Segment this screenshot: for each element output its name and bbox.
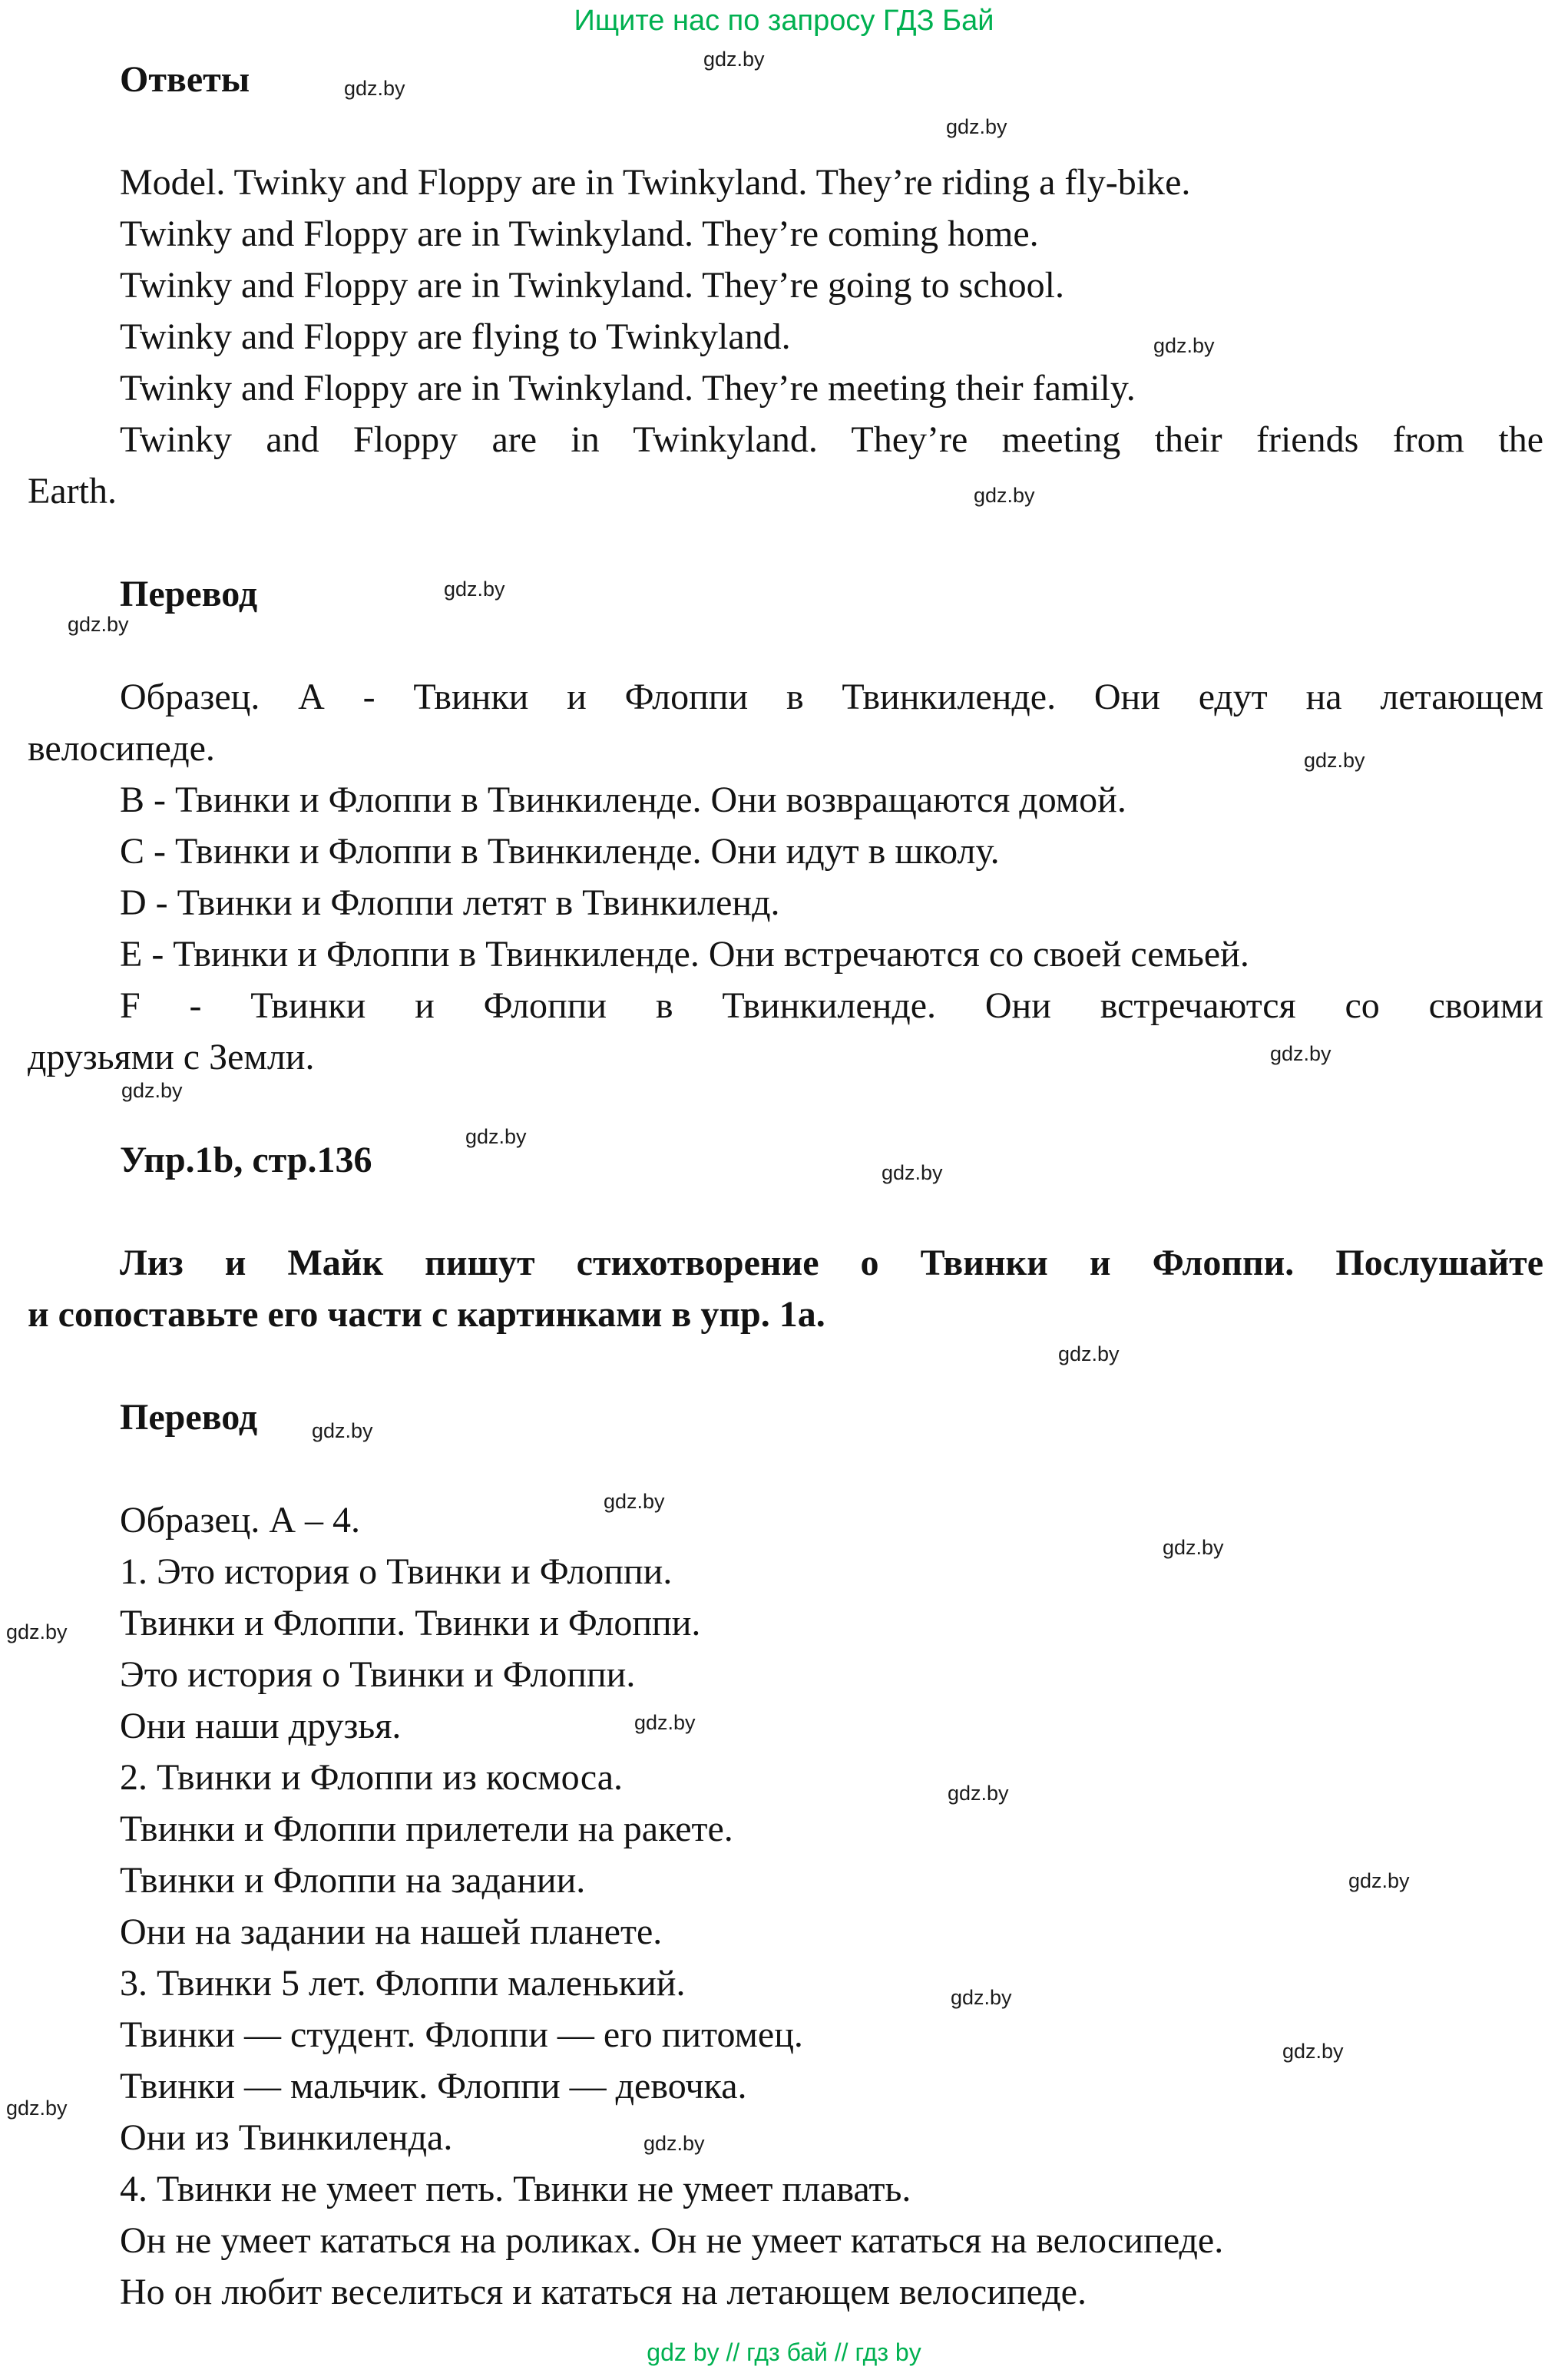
watermark: gdz.by xyxy=(444,578,505,601)
answer-line: Twinky and Floppy are flying to Twinkyland. xyxy=(120,316,791,357)
translation-line: друзьями с Земли. xyxy=(28,1037,315,1077)
translation-line: велосипеде. xyxy=(28,728,215,769)
answer-line: Twinky and Floppy are in Twinkyland. They’re coming home. xyxy=(120,213,1039,254)
poem-line: Твинки — студент. Флоппи — его питомец. xyxy=(120,2014,803,2055)
watermark: gdz.by xyxy=(1348,1869,1410,1892)
answer-line: Twinky and Floppy are in Twinkyland. They’re meeting their friends from the xyxy=(120,419,1543,460)
translation2-heading: Перевод xyxy=(120,1397,258,1438)
promo-banner: Ищите нас по запросу ГДЗ Бай xyxy=(574,5,994,37)
poem-line: Твинки и Флоппи. Твинки и Флоппи. xyxy=(120,1603,701,1643)
watermark: gdz.by xyxy=(1270,1042,1331,1065)
watermark: gdz.by xyxy=(1163,1536,1224,1559)
answer-line: Model. Twinky and Floppy are in Twinkyland. They’re riding a fly-bike. xyxy=(120,162,1191,203)
poem-line: 2. Твинки и Флоппи из космоса. xyxy=(120,1757,624,1798)
watermark: gdz.by xyxy=(312,1419,373,1442)
answer-line: Twinky and Floppy are in Twinkyland. They’re going to school. xyxy=(120,265,1064,306)
task-line: Лиз и Майк пишут стихотворение о Твинки и Флоппи. Послушайте xyxy=(120,1243,1543,1283)
answers-heading: Ответы xyxy=(120,59,250,100)
watermark: gdz.by xyxy=(634,1711,696,1734)
poem-line: Твинки — мальчик. Флоппи — девочка. xyxy=(120,2066,747,2107)
poem-line: Они на задании на нашей планете. xyxy=(120,1911,663,1952)
poem-line: Это история о Твинки и Флоппи. xyxy=(120,1654,636,1695)
watermark: gdz.by xyxy=(882,1161,943,1184)
document-content xyxy=(28,0,1543,2318)
translation-line: Образец. А - Твинки и Флоппи в Твинкиленде. Они едут на летающем xyxy=(120,677,1543,717)
watermark: gdz.by xyxy=(974,484,1035,507)
translation-line: B - Твинки и Флоппи в Твинкиленде. Они возвращаются домой. xyxy=(120,779,1126,820)
translation-line: E - Твинки и Флоппи в Твинкиленде. Они встречаются со своей семьей. xyxy=(120,934,1249,975)
watermark: gdz.by xyxy=(6,1620,68,1643)
watermark: gdz.by xyxy=(643,2132,705,2155)
poem-line: Образец. А – 4. xyxy=(120,1500,361,1541)
watermark: gdz.by xyxy=(1153,334,1215,357)
poem-line: Они наши друзья. xyxy=(120,1706,402,1746)
translation-line: D - Твинки и Флоппи летят в Твинкиленд. xyxy=(120,882,780,923)
watermark: gdz.by xyxy=(703,48,765,71)
poem-line: Они из Твинкиленда. xyxy=(120,2117,453,2158)
watermark: gdz.by xyxy=(465,1125,527,1148)
watermark: gdz.by xyxy=(604,1490,665,1513)
translation1-heading: Перевод xyxy=(120,574,258,614)
poem-line: Твинки и Флоппи на задании. xyxy=(120,1860,586,1901)
watermark: gdz.by xyxy=(1304,749,1365,772)
task-line: и сопоставьте его части с картинками в упр. 1a. xyxy=(28,1294,825,1335)
answer-line: Earth. xyxy=(28,471,117,511)
watermark: gdz.by xyxy=(68,613,129,636)
translation-line: F - Твинки и Флоппи в Твинкиленде. Они встречаются со своими xyxy=(120,985,1543,1026)
poem-line: 4. Твинки не умеет петь. Твинки не умеет плавать. xyxy=(120,2169,911,2209)
poem-line: Твинки и Флоппи прилетели на ракете. xyxy=(120,1809,733,1849)
poem-line: Но он любит веселиться и кататься на летающем велосипеде. xyxy=(120,2272,1087,2312)
exercise-heading: Упр.1b, стр.136 xyxy=(120,1140,372,1180)
footer-banner: gdz by // гдз бай // гдз by xyxy=(647,2338,921,2366)
watermark: gdz.by xyxy=(121,1079,183,1102)
watermark: gdz.by xyxy=(948,1782,1009,1805)
poem-line: 3. Твинки 5 лет. Флоппи маленький. xyxy=(120,1963,686,2004)
watermark: gdz.by xyxy=(1282,2040,1344,2063)
poem-line: 1. Это история о Твинки и Флоппи. xyxy=(120,1551,673,1592)
answer-line: Twinky and Floppy are in Twinkyland. They’re meeting their family. xyxy=(120,368,1136,409)
watermark: gdz.by xyxy=(6,2097,68,2120)
watermark: gdz.by xyxy=(951,1986,1012,2009)
watermark: gdz.by xyxy=(946,115,1007,138)
watermark: gdz.by xyxy=(344,77,405,100)
translation-line: C - Твинки и Флоппи в Твинкиленде. Они идут в школу. xyxy=(120,831,1000,872)
poem-line: Он не умеет кататься на роликах. Он не умеет кататься на велосипеде. xyxy=(120,2220,1224,2261)
watermark: gdz.by xyxy=(1058,1342,1120,1365)
